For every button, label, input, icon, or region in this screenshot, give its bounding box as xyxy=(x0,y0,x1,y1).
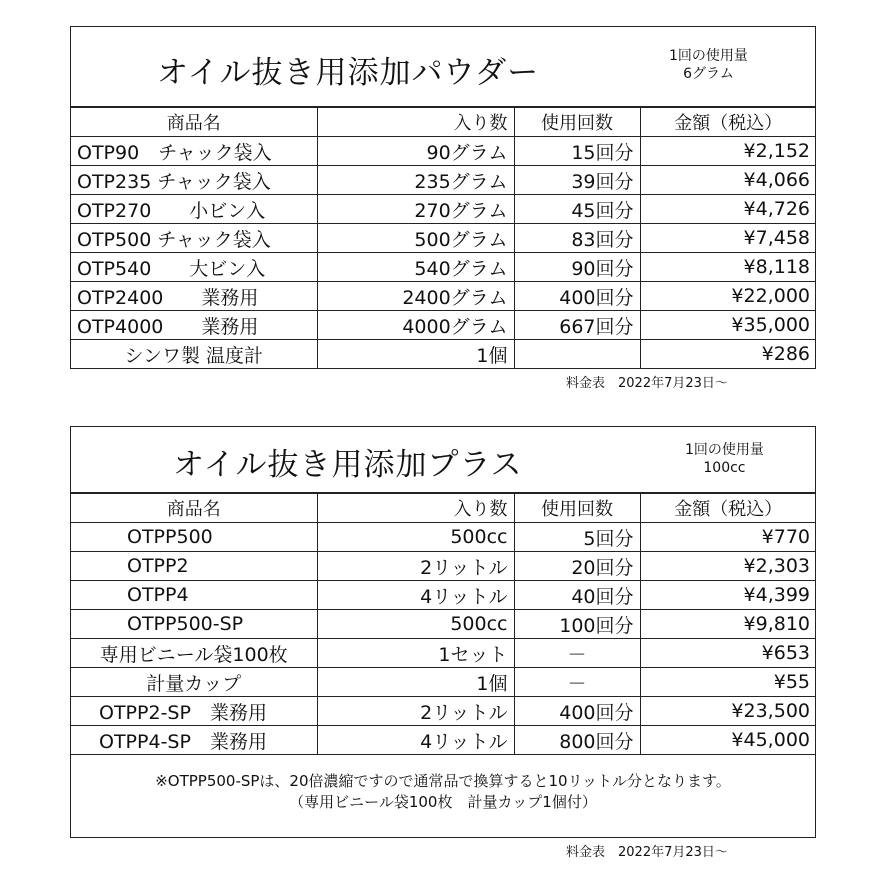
table-row xyxy=(71,340,816,369)
product-qty: 1個 xyxy=(317,340,514,369)
product-uses: － xyxy=(514,639,640,668)
powder-usage xyxy=(669,47,748,83)
product-qty: 2リットル xyxy=(317,552,514,581)
product-name: OTPP4-SP 業務用 xyxy=(71,726,317,755)
product-uses: 20回分 xyxy=(514,552,640,581)
product-name: OTP235 チャック袋入 xyxy=(71,166,317,195)
product-qty: 90グラム xyxy=(317,137,514,166)
table-row xyxy=(71,311,816,340)
product-qty: 500グラム xyxy=(317,224,514,253)
col-header-qty: 入り数 xyxy=(317,108,514,137)
powder-date: 料金表 2022年7月23日～ xyxy=(566,376,728,391)
powder-header xyxy=(71,27,815,107)
product-uses: 100回分 xyxy=(514,610,640,639)
product-name: OTP500 チャック袋入 xyxy=(71,224,317,253)
product-name: OTP90 チャック袋入 xyxy=(71,137,317,166)
col-header-name: 商品名 xyxy=(71,108,317,137)
product-name: OTPP500-SP xyxy=(71,610,317,639)
product-name: OTPP4 xyxy=(71,581,317,610)
product-qty: 1個 xyxy=(317,668,514,697)
product-uses: 90回分 xyxy=(514,253,640,282)
plus-usage-value: 100cc xyxy=(703,460,746,476)
product-name: 専用ビニール袋100枚 xyxy=(71,639,317,668)
powder-usage-value: 6グラム xyxy=(683,66,734,82)
plus-note-line2: （専用ビニール袋100枚 計量カップ1個付） xyxy=(289,793,597,811)
product-price: ¥9,810 xyxy=(640,610,816,639)
table-row xyxy=(71,195,816,224)
table-row xyxy=(71,166,816,195)
product-uses: 800回分 xyxy=(514,726,640,755)
product-uses: 45回分 xyxy=(514,195,640,224)
product-price: ¥7,458 xyxy=(640,224,816,253)
product-price: ¥23,500 xyxy=(640,697,816,726)
product-qty: 4リットル xyxy=(317,726,514,755)
product-uses: 400回分 xyxy=(514,697,640,726)
table-row xyxy=(71,137,816,166)
product-price: ¥2,152 xyxy=(640,137,816,166)
plus-note-box xyxy=(71,755,815,838)
product-qty: 1セット xyxy=(317,639,514,668)
product-uses: 40回分 xyxy=(514,581,640,610)
product-name: OTPP2 xyxy=(71,552,317,581)
table-row xyxy=(71,697,816,726)
table-row xyxy=(71,523,816,552)
table-header-row xyxy=(71,108,816,137)
product-name: OTPP500 xyxy=(71,523,317,552)
table-row xyxy=(71,610,816,639)
product-name: OTP270 小ビン入 xyxy=(71,195,317,224)
product-uses: 15回分 xyxy=(514,137,640,166)
table-row xyxy=(71,253,816,282)
powder-price-table xyxy=(70,26,816,369)
col-header-price: 金額（税込） xyxy=(640,494,816,523)
product-qty: 270グラム xyxy=(317,195,514,224)
table-row xyxy=(71,282,816,311)
col-header-uses: 使用回数 xyxy=(514,108,640,137)
plus-note-line1: ※OTPP500-SPは、20倍濃縮ですので通常品で換算すると10リットル分となります。 xyxy=(155,772,731,790)
product-qty: 2400グラム xyxy=(317,282,514,311)
product-price: ¥2,303 xyxy=(640,552,816,581)
plus-header xyxy=(71,427,815,493)
plus-table xyxy=(71,493,816,755)
product-price: ¥55 xyxy=(640,668,816,697)
powder-title: オイル抜き用添加パウダー xyxy=(157,55,540,91)
product-uses: 400回分 xyxy=(514,282,640,311)
product-qty: 540グラム xyxy=(317,253,514,282)
product-name: シンワ製 温度計 xyxy=(71,340,317,369)
table-header-row xyxy=(71,494,816,523)
product-price: ¥22,000 xyxy=(640,282,816,311)
product-qty: 235グラム xyxy=(317,166,514,195)
product-price: ¥4,726 xyxy=(640,195,816,224)
product-price: ¥770 xyxy=(640,523,816,552)
product-price: ¥35,000 xyxy=(640,311,816,340)
product-uses: 5回分 xyxy=(514,523,640,552)
table-row xyxy=(71,668,816,697)
product-name: OTP4000 業務用 xyxy=(71,311,317,340)
product-price: ¥4,066 xyxy=(640,166,816,195)
table-row xyxy=(71,726,816,755)
table-row xyxy=(71,224,816,253)
product-uses: － xyxy=(514,668,640,697)
product-price: ¥653 xyxy=(640,639,816,668)
product-uses: 667回分 xyxy=(514,311,640,340)
product-price: ¥4,399 xyxy=(640,581,816,610)
product-price: ¥286 xyxy=(640,340,816,369)
product-name: OTPP2-SP 業務用 xyxy=(71,697,317,726)
powder-table xyxy=(71,107,816,369)
col-header-qty: 入り数 xyxy=(317,494,514,523)
product-qty: 2リットル xyxy=(317,697,514,726)
product-uses: 39回分 xyxy=(514,166,640,195)
plus-usage xyxy=(685,441,764,477)
plus-title: オイル抜き用添加プラス xyxy=(173,447,523,483)
plus-note xyxy=(71,771,815,813)
product-uses: 83回分 xyxy=(514,224,640,253)
product-qty: 4リットル xyxy=(317,581,514,610)
product-price: ¥45,000 xyxy=(640,726,816,755)
product-qty: 4000グラム xyxy=(317,311,514,340)
col-header-name: 商品名 xyxy=(71,494,317,523)
product-name: 計量カップ xyxy=(71,668,317,697)
product-qty: 500cc xyxy=(317,610,514,639)
product-uses xyxy=(514,340,640,369)
product-name: OTP540 大ビン入 xyxy=(71,253,317,282)
powder-usage-label: 1回の使用量 xyxy=(669,48,748,64)
plus-usage-label: 1回の使用量 xyxy=(685,442,764,458)
col-header-price: 金額（税込） xyxy=(640,108,816,137)
plus-date: 料金表 2022年7月23日～ xyxy=(566,845,728,860)
product-name: OTP2400 業務用 xyxy=(71,282,317,311)
table-row xyxy=(71,552,816,581)
product-qty: 500cc xyxy=(317,523,514,552)
table-row xyxy=(71,581,816,610)
product-price: ¥8,118 xyxy=(640,253,816,282)
table-row xyxy=(71,639,816,668)
col-header-uses: 使用回数 xyxy=(514,494,640,523)
plus-price-table xyxy=(70,426,816,838)
